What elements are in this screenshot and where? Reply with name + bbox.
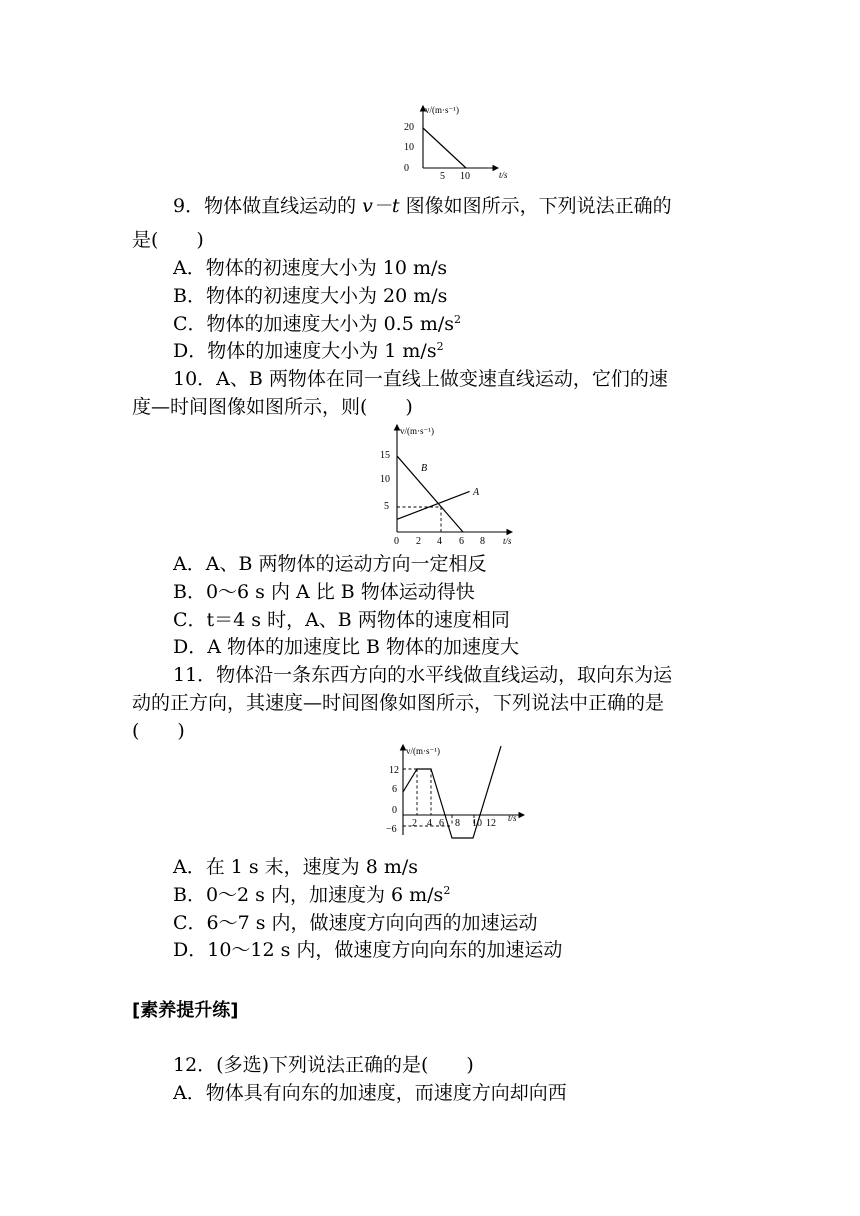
x-tick-label: 12 [486,818,496,829]
y-tick-label: 5 [384,501,389,512]
x-tick-label: 8 [455,818,460,829]
y-tick-label: 0 [404,163,409,174]
y-tick-label: 6 [392,784,397,795]
x-tick-label: 6 [439,818,444,829]
q9-option-c: C．物体的加速度大小为 0.5 $m/s^2$ [173,313,462,335]
chart-q11 [386,740,531,838]
y-tick-label: 10 [380,474,390,485]
q9-option-d: D．物体的加速度大小为 1 $m/s^2$ [173,340,444,362]
x-tick-label: 8 [480,536,485,547]
section-title: [素养提升练] [132,1000,239,1021]
q10-stem: 10．A、B 两物体在同一直线上做变速直线运动，它们的速 [173,368,668,390]
series-a-label: A [473,487,480,498]
q11-stem-line3: ( ) [132,720,185,742]
q11-option-b: B．0～2 s 内，加速度为 6 $m/s^2$ [173,884,451,906]
q9-stem-line2: 是( ) [132,229,204,251]
q9-option-b: B．物体的初速度大小为 20 m/s [173,285,448,307]
y-axis-label: v/(m·s⁻¹) [425,105,459,115]
q11-option-a: A．在 1 s 末，速度为 8 m/s [173,856,419,878]
x-axis-label: t/s [508,813,517,823]
series-b-line [397,456,463,532]
q9-option-a: A．物体的初速度大小为 10 m/s [173,257,448,279]
q10-option-b: B．0～6 s 内 A 比 B 物体运动得快 [173,581,475,603]
q10-option-d: D．A 物体的加速度比 B 物体的加速度大 [173,636,520,658]
data-line [423,128,466,168]
x-tick-label: 10 [460,171,470,182]
x-tick-label: 2 [416,536,421,547]
y-tick-label: 15 [380,450,390,461]
x-tick-label: 4 [427,818,432,829]
q12-stem: 12．(多选)下列说法正确的是( ) [173,1054,474,1076]
q10-stem-line2: 度—时间图像如图所示，则( ) [132,396,413,418]
series-a-line [397,491,470,519]
q12-option-a: A．物体具有向东的加速度，而速度方向却向西 [173,1082,567,1104]
q9-stem: 9．物体做直线运动的 v－t 图像如图所示，下列说法正确的 [173,195,672,217]
x-tick-label: 6 [459,536,464,547]
q10-option-c: C．t＝4 s 时，A、B 两物体的速度相同 [173,609,510,631]
y-tick-label: 20 [404,122,414,133]
series-b-label: B [421,463,428,474]
y-axis-label: v/(m·s⁻¹) [406,746,440,756]
y-tick-label: 10 [404,142,414,153]
q11-stem: 11．物体沿一条东西方向的水平线做直线运动，取向东为运 [173,664,673,686]
x-tick-label: 2 [412,818,417,829]
y-tick-label: −6 [386,824,397,835]
x-axis-label: t/s [499,170,508,180]
y-tick-label: 0 [392,805,397,816]
chart-q9 [400,100,510,182]
chart-q10 [380,420,520,548]
q11-option-c: C．6～7 s 内，做速度方向向西的加速运动 [173,912,538,934]
x-tick-label: 10 [472,818,482,829]
x-tick-label: 4 [437,536,442,547]
q10-option-a: A．A、B 两物体的运动方向一定相反 [173,553,487,575]
y-axis-label: v/(m·s⁻¹) [400,426,434,436]
x-tick-label: 0 [394,536,399,547]
q11-option-d: D．10～12 s 内，做速度方向向东的加速运动 [173,939,563,961]
x-tick-label: 5 [440,171,445,182]
x-axis-label: t/s [503,536,512,546]
y-tick-label: 12 [389,765,399,776]
q11-stem-line2: 动的正方向，其速度—时间图像如图所示，下列说法中正确的是 [132,692,665,714]
